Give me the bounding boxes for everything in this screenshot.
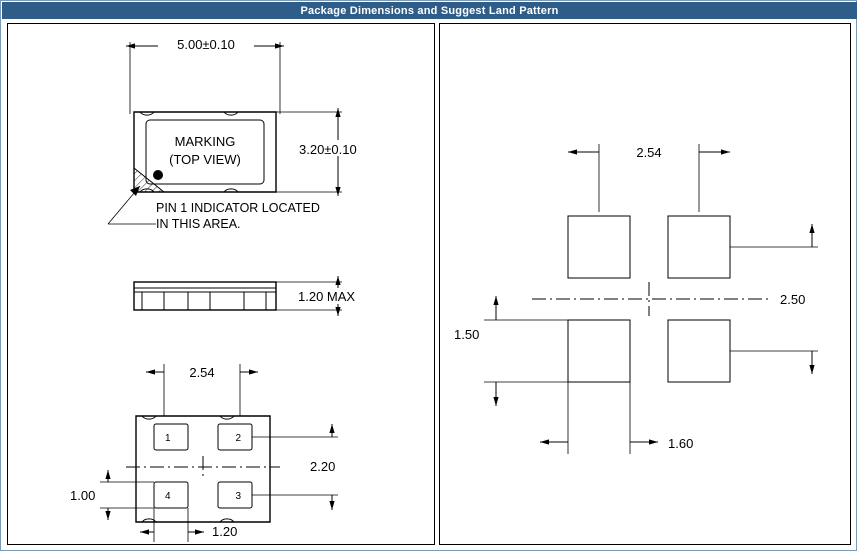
land-span-y-dim: 2.50 bbox=[780, 292, 806, 307]
top-view-height-dim: 3.20±0.10 bbox=[299, 142, 357, 157]
pin1-dot-icon bbox=[153, 170, 163, 180]
pad-number-2: 2 bbox=[235, 433, 241, 444]
pad-number-3: 3 bbox=[235, 491, 241, 502]
land-offset-y-dim: 1.50 bbox=[454, 327, 480, 342]
pad-number-4: 4 bbox=[165, 491, 171, 502]
package-dimensions-drawing bbox=[8, 24, 434, 544]
land-pad-width-dim: 1.60 bbox=[668, 436, 694, 451]
land-pattern-panel bbox=[439, 23, 851, 545]
pin1-note-line2: IN THIS AREA. bbox=[156, 217, 241, 231]
top-view-width-dim: 5.00±0.10 bbox=[177, 37, 235, 52]
bottom-view-span-y-dim: 2.20 bbox=[310, 459, 336, 474]
bottom-view-offset-y-dim: 1.00 bbox=[70, 488, 96, 503]
side-view-thickness-dim: 1.20 MAX bbox=[298, 289, 356, 304]
pin1-note-line1: PIN 1 INDICATOR LOCATED bbox=[156, 201, 320, 215]
page-title: Package Dimensions and Suggest Land Pattern bbox=[2, 2, 857, 19]
pad-number-1: 1 bbox=[165, 433, 171, 444]
land-pattern-drawing bbox=[440, 24, 850, 544]
land-pitch-x-dim: 2.54 bbox=[636, 145, 662, 160]
bottom-view-offset-x-dim: 1.20 bbox=[212, 524, 238, 539]
marking-label-line2: (TOP VIEW) bbox=[169, 152, 241, 167]
marking-label-line1: MARKING bbox=[174, 134, 236, 149]
package-dimensions-panel bbox=[7, 23, 435, 545]
bottom-view-pitch-x-dim: 2.54 bbox=[189, 365, 215, 380]
